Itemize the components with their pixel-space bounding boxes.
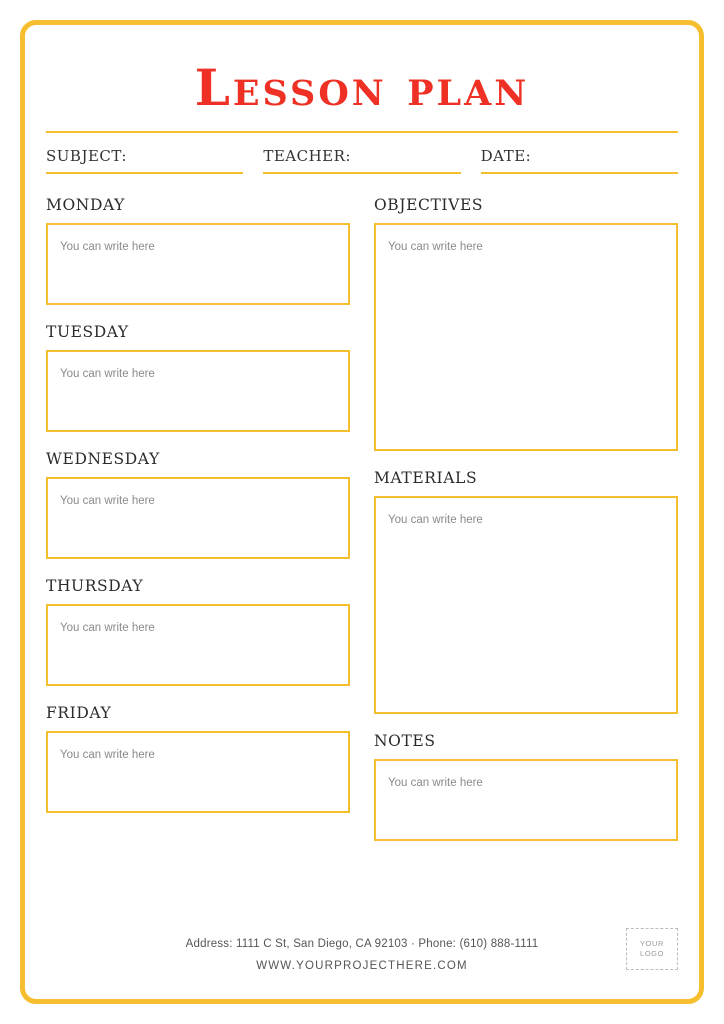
- placeholder-thursday: You can write here: [60, 622, 155, 634]
- textarea-materials[interactable]: [374, 496, 678, 714]
- placeholder-materials: You can write here: [388, 514, 483, 526]
- placeholder-objectives: You can write here: [388, 241, 483, 253]
- subject-label: SUBJECT:: [46, 147, 127, 165]
- details-column: [374, 196, 678, 841]
- textarea-monday[interactable]: [46, 223, 350, 305]
- placeholder-tuesday: You can write here: [60, 368, 155, 380]
- section-label-monday: MONDAY: [46, 196, 125, 214]
- textarea-thursday[interactable]: [46, 604, 350, 686]
- textarea-objectives[interactable]: [374, 223, 678, 451]
- body-grid: [46, 196, 678, 841]
- placeholder-monday: You can write here: [60, 241, 155, 253]
- placeholder-friday: You can write here: [60, 749, 155, 761]
- section-label-materials: MATERIALS: [374, 469, 478, 487]
- textarea-friday[interactable]: [46, 731, 350, 813]
- section-label-objectives: OBJECTIVES: [374, 196, 484, 214]
- title-divider: [46, 131, 678, 133]
- textarea-tuesday[interactable]: [46, 350, 350, 432]
- textarea-notes[interactable]: [374, 759, 678, 841]
- date-field[interactable]: [481, 147, 678, 174]
- page-content: [46, 46, 678, 978]
- placeholder-notes: You can write here: [388, 777, 483, 789]
- weekday-column: [46, 196, 350, 841]
- logo-line-1: YOUR: [639, 938, 665, 948]
- meta-row: [46, 147, 678, 174]
- date-label: DATE:: [480, 147, 532, 165]
- footer-address: Address: 1111 C St, San Diego, CA 92103 · Phone: (610) 888-1111: [185, 938, 539, 950]
- logo-line-2: LOGO: [639, 949, 665, 958]
- section-label-wednesday: WEDNESDAY: [46, 450, 160, 468]
- logo-placeholder[interactable]: [626, 928, 678, 970]
- section-label-notes: NOTES: [374, 732, 436, 750]
- footer: [46, 938, 678, 972]
- section-label-tuesday: TUESDAY: [46, 323, 129, 341]
- teacher-field[interactable]: [263, 147, 460, 174]
- section-label-thursday: THURSDAY: [46, 577, 144, 595]
- teacher-label: TEACHER:: [263, 147, 351, 165]
- subject-field[interactable]: [46, 147, 243, 174]
- textarea-wednesday[interactable]: [46, 477, 350, 559]
- section-label-friday: FRIDAY: [46, 704, 112, 722]
- page-title: Lesson plan: [194, 58, 530, 117]
- placeholder-wednesday: You can write here: [60, 495, 155, 507]
- footer-website[interactable]: WWW.YOURPROJECTHERE.COM: [256, 960, 468, 972]
